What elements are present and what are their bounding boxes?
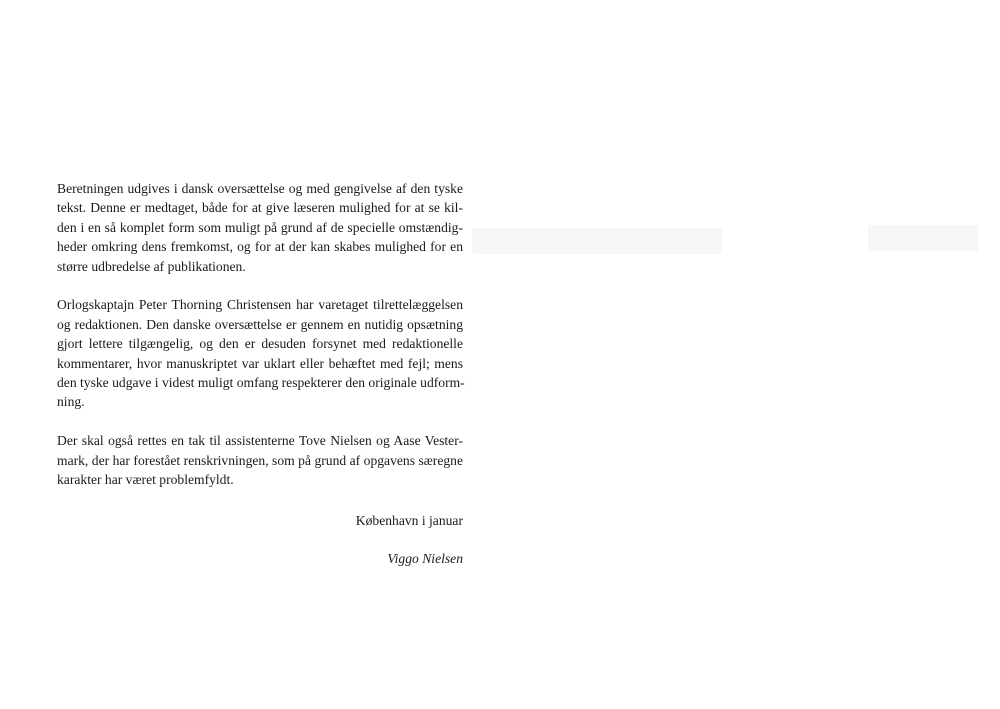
text-line: Orlogskaptajn Peter Thorning Christensen har varetaget tilrettelæggelsen	[57, 297, 463, 313]
text-line: mark, der har forestået renskrivningen, som på grund af opgavens særegne	[57, 452, 463, 468]
text-line: karakter har været problemfyldt.	[57, 472, 234, 488]
text-line: den i en så komplet form som muligt på grund af de specielle omstændig-	[57, 219, 463, 235]
text-line: den tyske udgave i videst muligt omfang respekterer den originale udform-	[57, 375, 465, 391]
bleed-through-mark	[868, 225, 978, 251]
text-line: og redaktionen. Den danske oversættelse er gennem en nutidig opsætning	[57, 316, 463, 332]
paragraph-2	[57, 295, 463, 411]
text-line: Beretningen udgives i dansk oversættelse og med gengivelse af den tyske	[57, 181, 463, 196]
bleed-through-mark	[472, 228, 722, 254]
text-line: Der skal også rettes en tak til assistenterne Tove Nielsen og Aase Vester-	[57, 433, 463, 449]
signature: Viggo Nielsen	[387, 551, 463, 566]
text-line: gjort lettere tilgængelig, og den er desuden forsynet med redaktionelle	[57, 336, 463, 352]
paragraph-1	[57, 179, 463, 276]
preface-text	[57, 179, 463, 509]
text-line: ning.	[57, 394, 85, 410]
text-line: større udbredelse af publikationen.	[57, 258, 246, 274]
text-line: heder omkring dens fremkomst, og for at der kan skabes mulighed for en	[57, 239, 463, 255]
paragraph-3	[57, 431, 463, 489]
text-line: tekst. Denne er medtaget, både for at give læseren mulighed for at se kil-	[57, 200, 463, 216]
text-line: kommentarer, hvor manuskriptet var uklart eller behæftet med fejl; mens	[57, 355, 463, 371]
place-date: København i januar	[355, 513, 463, 528]
